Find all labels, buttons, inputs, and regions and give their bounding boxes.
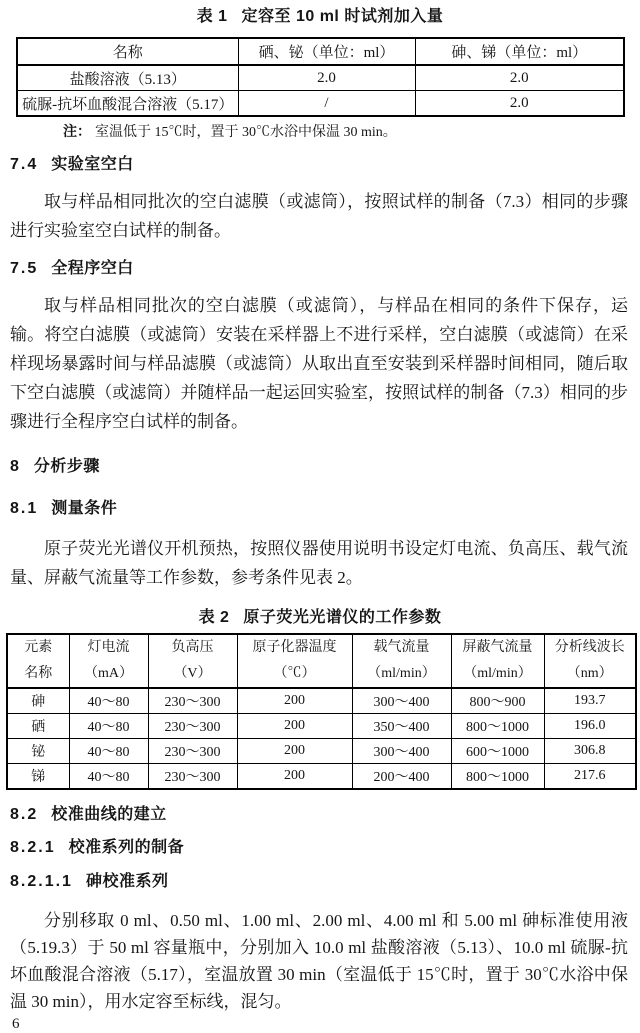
table1-note <box>63 123 628 141</box>
table-cell: 350～400 <box>352 714 451 739</box>
header-line: 灯电流 <box>87 640 130 655</box>
table-cell: 200 <box>237 764 352 790</box>
section-heading-8-2 <box>10 806 640 824</box>
table2-header-atomizer-temp <box>237 634 352 688</box>
table-cell: 230～300 <box>148 739 237 764</box>
paragraph-8-2-1-1: 分别移取 0 ml、0.50 ml、1.00 ml、2.00 ml、4.00 ml 和 5.00 ml 砷标准使用液（5.19.3）于 50 ml 容量瓶中，分别加入 10.0 ml 盐酸溶液（5.13）、10.0 ml 硫脲-抗坏血酸混合溶液（5.17），室温放置 30 min（室温低于 15℃时，置于 30℃水浴中保温 30 min），用水定容至标线，混匀。 <box>10 911 628 1011</box>
table-cell: 600～1000 <box>451 739 544 764</box>
table-cell: 800～1000 <box>451 764 544 790</box>
note-label: 注： <box>63 123 91 139</box>
table1-title <box>0 0 640 26</box>
table2-header-element <box>7 634 69 688</box>
table-cell: 2.0 <box>415 91 624 117</box>
table-row <box>17 65 624 91</box>
section-title: 全程序空白 <box>51 260 134 277</box>
header-line: 元素 <box>24 640 53 655</box>
table2-header-lamp-current <box>69 634 148 688</box>
table-cell: 铋 <box>7 739 69 764</box>
table-cell: 硫脲-抗坏血酸混合溶液（5.17） <box>17 91 238 117</box>
paragraph-8-1: 原子荧光光谱仪开机预热，按照仪器使用说明书设定灯电流、负高压、载气流量、屏蔽气流量等工作参数，参考条件见表 2。 <box>10 539 628 587</box>
table-row <box>7 739 636 764</box>
section-title: 校准曲线的建立 <box>51 806 167 823</box>
table-cell: 盐酸溶液（5.13） <box>17 65 238 91</box>
section-heading-7-5 <box>10 260 640 278</box>
header-line: （V） <box>173 666 212 681</box>
table2-header-negative-hv <box>148 634 237 688</box>
table-cell: 230～300 <box>148 764 237 790</box>
table2 <box>6 633 637 790</box>
table-cell: 217.6 <box>544 764 636 790</box>
table-row <box>7 714 636 739</box>
paragraph-7-5: 取与样品相同批次的空白滤膜（或滤筒），与样品在相同的条件下保存，运输。将空白滤膜（或滤筒）安装在采样器上不进行采样，空白滤膜（或滤筒）在采样现场暴露时间与样品滤膜（或滤筒）从取出直至安装到采样器时间相同，随后取下空白滤膜（或滤筒）并随样品一起运回实验室，按照试样的制备（7.3）相同的步骤进行全程序空白试样的制备。 <box>10 296 628 431</box>
header-line: 名称 <box>24 666 53 681</box>
table-cell: 2.0 <box>415 65 624 91</box>
section-heading-8-2-1 <box>10 839 640 857</box>
section-title: 校准系列的制备 <box>68 839 185 856</box>
section-heading-8-2-1-1 <box>10 873 640 891</box>
table2-header-wavelength <box>544 634 636 688</box>
table1-header-se-bi: 硒、铋（单位：ml） <box>238 38 415 65</box>
page-number: 6 <box>12 1016 20 1032</box>
section-title: 实验室空白 <box>51 156 134 173</box>
section-heading-8-1 <box>10 500 640 518</box>
section-title: 砷校准系列 <box>85 873 169 890</box>
header-line: （mA） <box>84 666 133 681</box>
paragraph-7-4: 取与样品相同批次的空白滤膜（或滤筒），按照试样的制备（7.3）相同的步骤进行实验室空白试样的制备。 <box>10 192 628 240</box>
table-cell: 200～400 <box>352 764 451 790</box>
note-text: 室温低于 15℃时，置于 30℃水浴中保温 30 min。 <box>95 125 397 140</box>
header-line: （ml/min） <box>367 666 436 681</box>
header-line: 载气流量 <box>373 640 430 655</box>
table-cell: 锑 <box>7 764 69 790</box>
header-line: （nm） <box>566 666 613 681</box>
section-number: 8.2.1 <box>10 839 56 856</box>
section-number: 8.2 <box>10 806 39 823</box>
section-title: 测量条件 <box>51 500 118 517</box>
table2-header-shield-gas <box>451 634 544 688</box>
table-cell: 40～80 <box>69 764 148 790</box>
section-number: 8.2.1.1 <box>10 873 73 890</box>
table-cell: 40～80 <box>69 739 148 764</box>
section-heading-8 <box>10 458 640 476</box>
table-cell: 300～400 <box>352 739 451 764</box>
section-number: 7.5 <box>10 260 39 277</box>
table-cell: 2.0 <box>238 65 415 91</box>
table-row <box>7 688 636 714</box>
section-number: 8.1 <box>10 500 39 517</box>
header-line: 屏蔽气流量 <box>462 640 533 655</box>
table-cell: 砷 <box>7 688 69 714</box>
table-cell: 230～300 <box>148 714 237 739</box>
table-cell: 230～300 <box>148 688 237 714</box>
table1 <box>16 37 625 117</box>
section-number: 8 <box>10 458 21 475</box>
table-cell: 800～900 <box>451 688 544 714</box>
table-cell: 40～80 <box>69 688 148 714</box>
table2-caption-text: 原子荧光光谱仪的工作参数 <box>243 609 442 626</box>
section-number: 7.4 <box>10 156 39 173</box>
table-cell: 200 <box>237 714 352 739</box>
table1-header-as-sb: 砷、锑（单位：ml） <box>415 38 624 65</box>
header-line: （ml/min） <box>463 666 532 681</box>
table2-number: 表 2 <box>198 609 230 626</box>
table-row <box>17 91 624 117</box>
table1-caption-text: 定容至 10 ml 时试剂加入量 <box>241 8 444 25</box>
table2-header-row <box>7 634 636 688</box>
header-line: （℃） <box>273 666 316 681</box>
section-title: 分析步骤 <box>33 458 100 475</box>
table-cell: 193.7 <box>544 688 636 714</box>
section-heading-7-4 <box>10 156 640 174</box>
header-line: 分析线波长 <box>554 640 625 655</box>
table-cell: 800～1000 <box>451 714 544 739</box>
table1-header-row <box>17 38 624 65</box>
header-line: 原子化器温度 <box>252 640 337 655</box>
table2-header-carrier-gas <box>352 634 451 688</box>
table-cell: 196.0 <box>544 714 636 739</box>
table-cell: 300～400 <box>352 688 451 714</box>
table1-header-name: 名称 <box>17 38 238 65</box>
table1-number: 表 1 <box>196 8 228 25</box>
table-cell: 200 <box>237 739 352 764</box>
table-cell: / <box>238 91 415 117</box>
table-cell: 40～80 <box>69 714 148 739</box>
table2-title <box>0 608 640 627</box>
header-line: 负高压 <box>171 640 214 655</box>
table-cell: 硒 <box>7 714 69 739</box>
table-cell: 200 <box>237 688 352 714</box>
table-row <box>7 764 636 790</box>
table-cell: 306.8 <box>544 739 636 764</box>
